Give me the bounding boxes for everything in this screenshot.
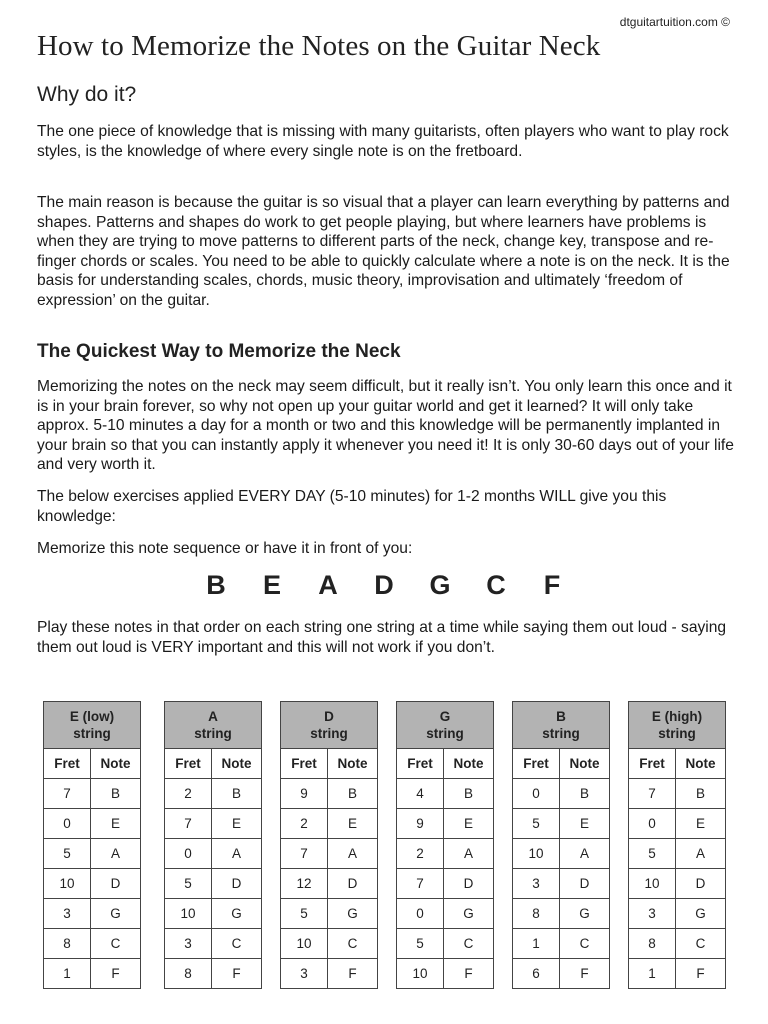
- fret-cell: 7: [281, 839, 328, 869]
- string-table-header: [165, 702, 262, 749]
- fret-cell: 3: [513, 869, 560, 899]
- note-column-header: Note: [328, 749, 378, 779]
- note-cell: G: [676, 899, 726, 929]
- table-row: [44, 779, 141, 809]
- fret-column-header: Fret: [44, 749, 91, 779]
- table-row: [165, 929, 262, 959]
- table-row: [44, 959, 141, 989]
- sequence-note: F: [543, 570, 561, 600]
- string-name: E (low): [69, 709, 115, 724]
- note-cell: C: [212, 929, 262, 959]
- fret-cell: 7: [629, 779, 676, 809]
- fret-column-header: Fret: [513, 749, 560, 779]
- note-cell: A: [91, 839, 141, 869]
- sequence-note: G: [429, 570, 451, 600]
- fret-cell: 10: [44, 869, 91, 899]
- paragraph-main-reason: The main reason is because the guitar is so visual that a player can learn everything by patterns and shapes. Patterns and shapes do work to get people playing, but where learners have problems is when they are trying to move patterns to different parts of the neck, change key, transpose and re-finger chords or scales. You need to be able to quickly calculate where a note is on the neck. It is the basis for understanding scales, chords, music theory, improvisation and ultimately ‘freedom of expression’ on the guitar.: [37, 194, 730, 309]
- note-cell: B: [91, 779, 141, 809]
- note-cell: A: [560, 839, 610, 869]
- fret-cell: 7: [44, 779, 91, 809]
- fret-cell: 3: [629, 899, 676, 929]
- string-table-header: [629, 702, 726, 749]
- table-row: [397, 779, 494, 809]
- string-name: G: [439, 709, 451, 724]
- string-table: [628, 701, 726, 989]
- table-row: [281, 869, 378, 899]
- table-row: [165, 809, 262, 839]
- note-cell: D: [328, 869, 378, 899]
- string-table-header: [397, 702, 494, 749]
- note-column-header: Note: [676, 749, 726, 779]
- note-cell: G: [560, 899, 610, 929]
- table-row: [281, 959, 378, 989]
- fret-cell: 9: [281, 779, 328, 809]
- note-cell: D: [91, 869, 141, 899]
- string-label: string: [542, 726, 580, 741]
- note-cell: B: [444, 779, 494, 809]
- fret-cell: 7: [165, 809, 212, 839]
- fret-cell: 5: [397, 929, 444, 959]
- string-label: string: [194, 726, 232, 741]
- table-row: [397, 959, 494, 989]
- note-cell: E: [444, 809, 494, 839]
- string-name: E (high): [651, 709, 703, 724]
- fret-cell: 7: [397, 869, 444, 899]
- string-name: B: [556, 709, 566, 724]
- table-row: [629, 929, 726, 959]
- note-cell: B: [560, 779, 610, 809]
- table-row: [44, 869, 141, 899]
- fret-cell: 10: [397, 959, 444, 989]
- sequence-note: C: [486, 570, 506, 600]
- fret-cell: 0: [44, 809, 91, 839]
- fret-cell: 9: [397, 809, 444, 839]
- note-cell: C: [676, 929, 726, 959]
- note-cell: E: [676, 809, 726, 839]
- note-cell: C: [444, 929, 494, 959]
- fret-cell: 6: [513, 959, 560, 989]
- table-row: [397, 839, 494, 869]
- note-cell: B: [328, 779, 378, 809]
- paragraph-sequence-intro: Memorize this note sequence or have it in front of you:: [37, 540, 413, 557]
- table-row: [513, 839, 610, 869]
- fret-cell: 5: [513, 809, 560, 839]
- string-name: D: [324, 709, 334, 724]
- subtitle: Why do it?: [37, 83, 137, 106]
- paragraph-intro: The one piece of knowledge that is missing with many guitarists, often players who want to play rock styles, is the knowledge of where every single note is on the fretboard.: [37, 123, 729, 160]
- table-row: [397, 809, 494, 839]
- fret-cell: 5: [44, 839, 91, 869]
- string-table: [280, 701, 378, 989]
- table-row: [44, 899, 141, 929]
- table-row: [513, 929, 610, 959]
- fret-cell: 8: [44, 929, 91, 959]
- note-cell: E: [212, 809, 262, 839]
- fret-cell: 3: [165, 929, 212, 959]
- table-row: [44, 839, 141, 869]
- fret-cell: 1: [44, 959, 91, 989]
- note-cell: F: [560, 959, 610, 989]
- fret-cell: 10: [513, 839, 560, 869]
- note-cell: G: [444, 899, 494, 929]
- table-row: [513, 959, 610, 989]
- table-row: [629, 779, 726, 809]
- fret-cell: 0: [513, 779, 560, 809]
- fret-cell: 4: [397, 779, 444, 809]
- note-cell: C: [328, 929, 378, 959]
- note-cell: D: [444, 869, 494, 899]
- note-cell: D: [212, 869, 262, 899]
- note-column-header: Note: [212, 749, 262, 779]
- note-cell: C: [91, 929, 141, 959]
- table-row: [165, 959, 262, 989]
- note-cell: D: [560, 869, 610, 899]
- note-cell: A: [212, 839, 262, 869]
- note-sequence: [0, 570, 768, 601]
- fret-cell: 2: [281, 809, 328, 839]
- fret-cell: 5: [165, 869, 212, 899]
- fret-column-header: Fret: [629, 749, 676, 779]
- note-cell: F: [212, 959, 262, 989]
- table-row: [281, 809, 378, 839]
- sequence-note: B: [206, 570, 226, 600]
- table-row: [44, 809, 141, 839]
- string-table-header: [281, 702, 378, 749]
- paragraph-memorizing: Memorizing the notes on the neck may seem difficult, but it really isn’t. You only learn this once and it is in your brain forever, so why not open up your guitar world and get it learned? It will only take approx. 5-10 minutes a day for a month or two and this knowledge will be permanently implanted in your brain so that you can instantly apply it whenever you need it! It is only 30-60 days out of your life and very worth it.: [37, 378, 734, 473]
- note-cell: A: [444, 839, 494, 869]
- table-row: [629, 809, 726, 839]
- string-label: string: [310, 726, 348, 741]
- note-cell: F: [444, 959, 494, 989]
- string-label: string: [73, 726, 111, 741]
- string-name: A: [208, 709, 218, 724]
- string-table: [43, 701, 141, 989]
- note-cell: D: [676, 869, 726, 899]
- fret-cell: 2: [397, 839, 444, 869]
- fret-cell: 8: [165, 959, 212, 989]
- table-row: [397, 929, 494, 959]
- note-cell: A: [676, 839, 726, 869]
- fret-cell: 10: [165, 899, 212, 929]
- note-column-header: Note: [560, 749, 610, 779]
- fret-cell: 0: [165, 839, 212, 869]
- section-heading: The Quickest Way to Memorize the Neck: [37, 341, 401, 362]
- table-row: [165, 899, 262, 929]
- table-row: [281, 899, 378, 929]
- table-row: [397, 899, 494, 929]
- string-table-header: [44, 702, 141, 749]
- string-label: string: [658, 726, 696, 741]
- paragraph-play-instructions: Play these notes in that order on each string one string at a time while saying them out loud - saying them out loud is VERY important and this will not work if you don’t.: [37, 619, 727, 656]
- fret-cell: 8: [629, 929, 676, 959]
- table-row: [281, 839, 378, 869]
- page-title: How to Memorize the Notes on the Guitar Neck: [37, 30, 601, 62]
- fret-column-header: Fret: [165, 749, 212, 779]
- note-cell: F: [328, 959, 378, 989]
- note-column-header: Note: [444, 749, 494, 779]
- fret-column-header: Fret: [397, 749, 444, 779]
- note-cell: F: [676, 959, 726, 989]
- table-row: [629, 899, 726, 929]
- note-cell: G: [212, 899, 262, 929]
- table-row: [397, 869, 494, 899]
- note-cell: B: [676, 779, 726, 809]
- paragraph-exercises: The below exercises applied EVERY DAY (5-10 minutes) for 1-2 months WILL give you this knowledge:: [37, 488, 667, 525]
- fret-cell: 1: [629, 959, 676, 989]
- fret-cell: 10: [281, 929, 328, 959]
- fret-cell: 0: [629, 809, 676, 839]
- fret-cell: 8: [513, 899, 560, 929]
- string-table: [512, 701, 610, 989]
- fret-cell: 0: [397, 899, 444, 929]
- string-table: [164, 701, 262, 989]
- note-cell: B: [212, 779, 262, 809]
- fret-cell: 12: [281, 869, 328, 899]
- table-row: [513, 899, 610, 929]
- sequence-note: A: [318, 570, 338, 600]
- fret-column-header: Fret: [281, 749, 328, 779]
- fret-cell: 3: [281, 959, 328, 989]
- string-label: string: [426, 726, 464, 741]
- table-row: [629, 839, 726, 869]
- sequence-note: E: [262, 570, 281, 600]
- fret-cell: 10: [629, 869, 676, 899]
- fret-cell: 1: [513, 929, 560, 959]
- table-row: [165, 839, 262, 869]
- note-cell: E: [91, 809, 141, 839]
- table-row: [165, 779, 262, 809]
- table-row: [629, 869, 726, 899]
- table-row: [44, 929, 141, 959]
- string-table: [396, 701, 494, 989]
- site-credit: dtguitartuition.com ©: [619, 15, 730, 29]
- note-cell: C: [560, 929, 610, 959]
- note-cell: G: [91, 899, 141, 929]
- fret-cell: 5: [629, 839, 676, 869]
- table-row: [513, 779, 610, 809]
- string-table-header: [513, 702, 610, 749]
- table-row: [513, 809, 610, 839]
- sequence-note: D: [374, 570, 394, 600]
- fret-cell: 2: [165, 779, 212, 809]
- table-row: [165, 869, 262, 899]
- table-row: [629, 959, 726, 989]
- note-cell: E: [560, 809, 610, 839]
- note-cell: F: [91, 959, 141, 989]
- note-cell: E: [328, 809, 378, 839]
- note-cell: A: [328, 839, 378, 869]
- fret-cell: 3: [44, 899, 91, 929]
- table-row: [281, 929, 378, 959]
- note-cell: G: [328, 899, 378, 929]
- table-row: [513, 869, 610, 899]
- table-row: [281, 779, 378, 809]
- fret-cell: 5: [281, 899, 328, 929]
- note-column-header: Note: [91, 749, 141, 779]
